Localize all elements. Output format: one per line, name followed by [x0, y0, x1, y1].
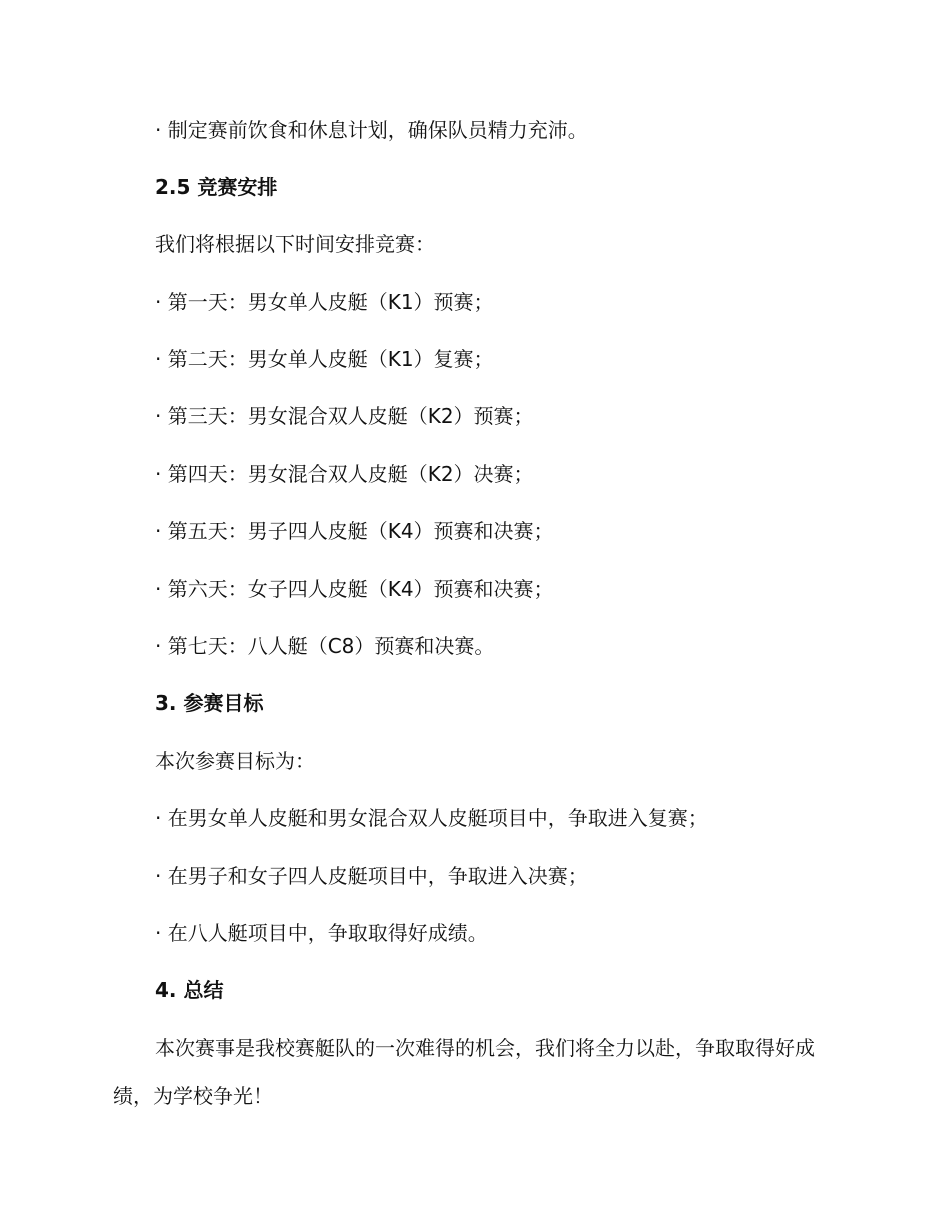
schedule-day-2: · 第二天：男女单人皮艇（K1）复赛； [155, 347, 494, 371]
summary-paragraph: 本次赛事是我校赛艇队的一次难得的机会，我们将全力以赴，争取取得好成绩，为学校争光！ [113, 1036, 815, 1108]
section-heading-4: 4. 总结 [155, 978, 224, 1002]
schedule-day-1: · 第一天：男女单人皮艇（K1）预赛； [155, 290, 494, 314]
schedule-day-7: · 第七天：八人艇（C8）预赛和决赛。 [155, 634, 495, 658]
section-heading-3: 3. 参赛目标 [155, 691, 264, 715]
schedule-intro: 我们将根据以下时间安排竞赛： [155, 232, 435, 256]
schedule-day-6: · 第六天：女子四人皮艇（K4）预赛和决赛； [155, 577, 554, 601]
section-heading-2-5: 2.5 竞赛安排 [155, 175, 278, 199]
bullet-diet-rest-plan: · 制定赛前饮食和休息计划，确保队员精力充沛。 [155, 118, 588, 142]
schedule-day-5: · 第五天：男子四人皮艇（K4）预赛和决赛； [155, 519, 554, 543]
schedule-day-3: · 第三天：男女混合双人皮艇（K2）预赛； [155, 404, 534, 428]
goal-item-3: · 在八人艇项目中，争取取得好成绩。 [155, 921, 488, 945]
goal-item-1: · 在男女单人皮艇和男女混合双人皮艇项目中，争取进入复赛； [155, 806, 708, 830]
goals-intro: 本次参赛目标为： [155, 749, 315, 773]
goal-item-2: · 在男子和女子四人皮艇项目中，争取进入决赛； [155, 864, 588, 888]
schedule-day-4: · 第四天：男女混合双人皮艇（K2）决赛； [155, 462, 534, 486]
